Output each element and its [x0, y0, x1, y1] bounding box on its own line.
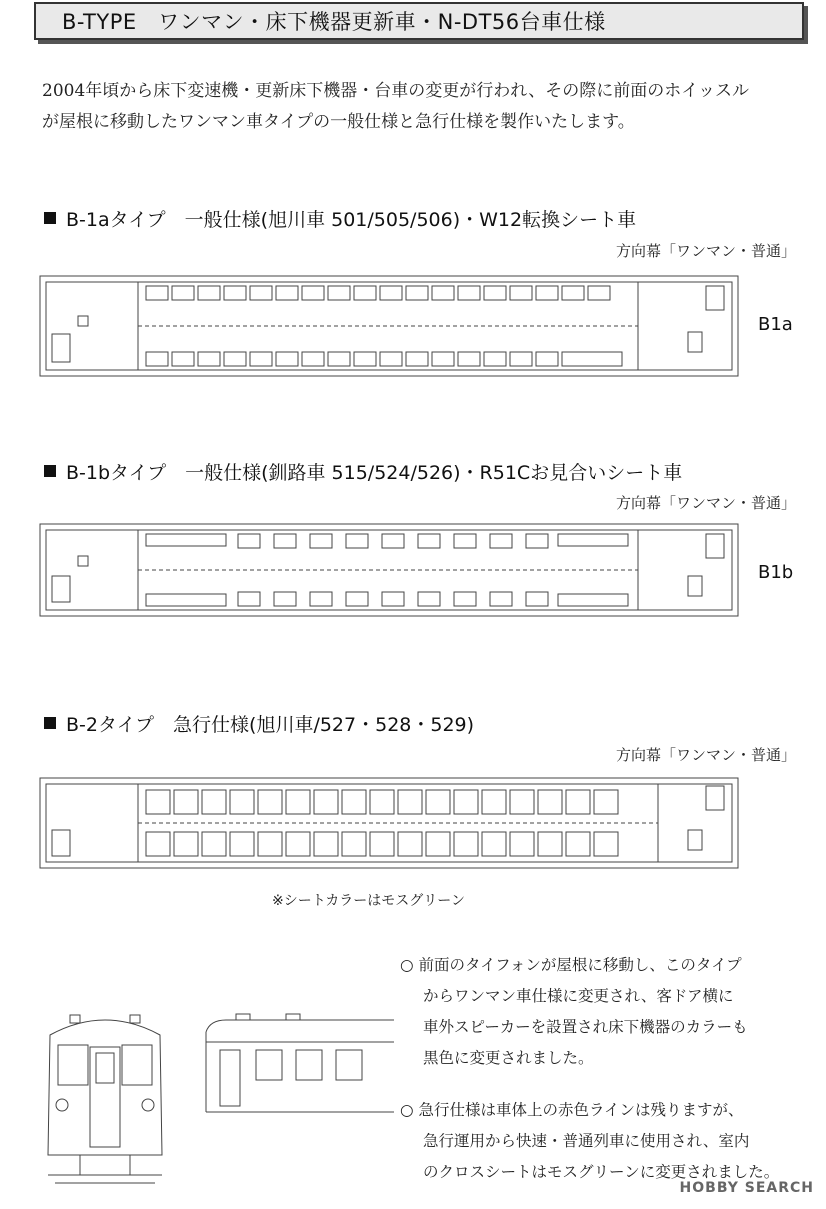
- floor-plan-b1b: [38, 520, 740, 620]
- notes-block: [400, 950, 810, 1209]
- note-1-line-1: ○ 前面のタイフォンが屋根に移動し、このタイプ: [400, 956, 742, 974]
- note-1-line-4: 黒色に変更されました。: [423, 1049, 594, 1067]
- watermark-logo: HOBBY SEARCH: [679, 1180, 814, 1196]
- bullet-square-icon: [44, 212, 56, 224]
- note-1-line-3: 車外スピーカーを設置され床下機器のカラーも: [423, 1018, 748, 1036]
- destination-sign-b1a: 方向幕「ワンマン・普通」: [615, 242, 796, 260]
- note-2-line-3: のクロスシートはモスグリーンに変更されました。: [423, 1163, 780, 1181]
- floor-plan-b1a: [38, 272, 740, 382]
- note-2-line-2: 急行運用から快速・普通列車に使用され、室内: [423, 1132, 750, 1150]
- intro-text: [42, 76, 802, 138]
- floor-plan-b2: [38, 774, 740, 874]
- page-title: B-TYPE ワンマン・床下機器更新車・N-DT56台車仕様: [62, 10, 606, 34]
- intro-line-1: 2004年頃から床下変速機・更新床下機器・台車の変更が行われ、その際に前面のホイッスル: [42, 81, 749, 101]
- section-heading-b1a: B-1aタイプ 一般仕様(旭川車 501/505/506)・W12転換シート車: [44, 205, 636, 232]
- bullet-square-icon: [44, 465, 56, 477]
- note-paragraph-2: [400, 1095, 810, 1188]
- destination-sign-b1b: 方向幕「ワンマン・普通」: [615, 494, 796, 512]
- section-heading-b1b: B-1bタイプ 一般仕様(釧路車 515/524/526)・R51Cお見合いシート車: [44, 458, 682, 485]
- car-label-b1a: B1a: [758, 314, 793, 335]
- side-view-drawing: [196, 1012, 396, 1122]
- front-view-drawing: [40, 1005, 170, 1195]
- bullet-square-icon: [44, 717, 56, 729]
- destination-sign-b2: 方向幕「ワンマン・普通」: [615, 746, 796, 764]
- car-label-b1b: B1b: [758, 562, 794, 583]
- note-2-line-1: ○ 急行仕様は車体上の赤色ラインは残りますが、: [400, 1101, 744, 1119]
- note-1-line-2: からワンマン車仕様に変更され、客ドア横に: [423, 987, 734, 1005]
- page-title-box: [34, 2, 804, 40]
- seat-color-note: ※シートカラーはモスグリーン: [272, 893, 466, 909]
- note-paragraph-1: [400, 950, 810, 1074]
- intro-line-2: が屋根に移動したワンマン車タイプの一般仕様と急行仕様を製作いたします。: [42, 112, 635, 132]
- section-heading-b2: B-2タイプ 急行仕様(旭川車/527・528・529): [44, 710, 474, 737]
